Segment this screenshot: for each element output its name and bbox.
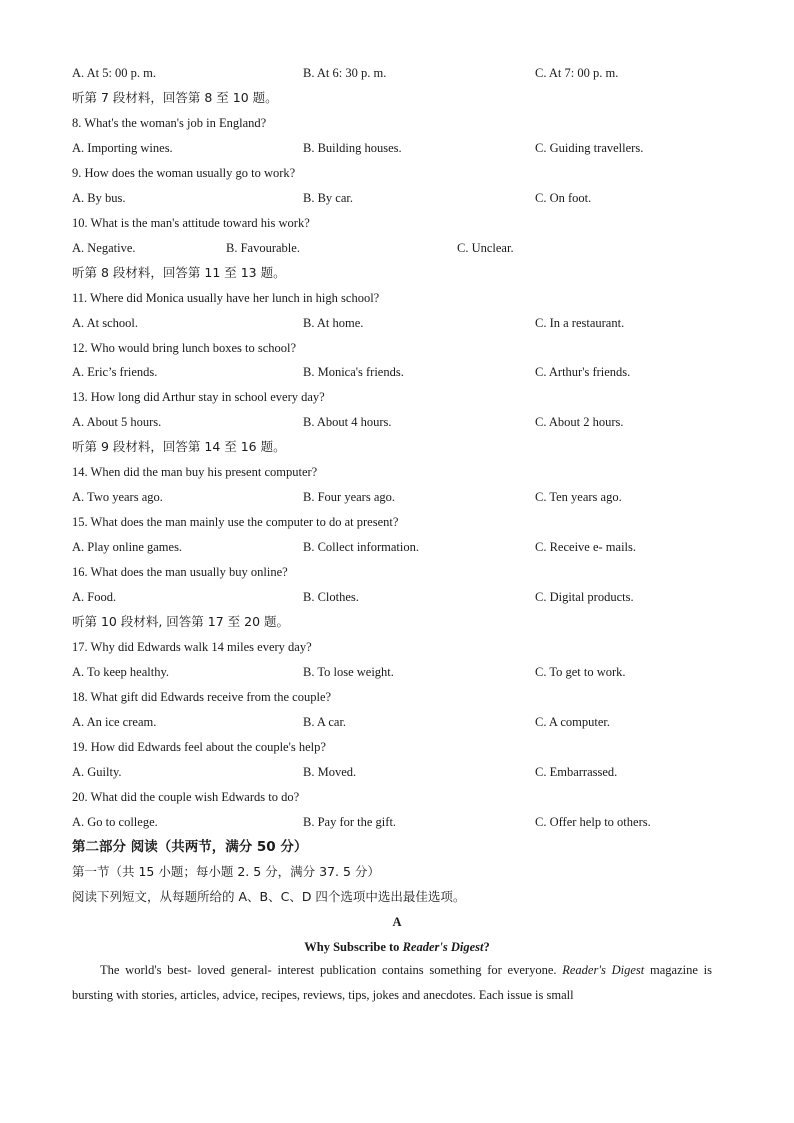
option-a: A. At 5: 00 p. m. [72, 66, 157, 80]
question-16: 16. What does the man usually buy online? [72, 565, 288, 579]
option-a: A. Importing wines. [72, 141, 173, 155]
option-a: A. Negative. [72, 241, 136, 255]
q16-options [72, 589, 722, 605]
title-suffix: ? [483, 940, 490, 954]
question-19: 19. How did Edwards feel about the couple's help? [72, 740, 326, 754]
option-b: B. Favourable. [226, 241, 300, 255]
q19-options [72, 764, 722, 780]
option-c: C. Arthur's friends. [535, 365, 631, 379]
option-c: C. Digital products. [535, 590, 634, 604]
option-a: A. Two years ago. [72, 490, 163, 504]
option-a: A. At school. [72, 316, 138, 330]
option-a: A. Guilty. [72, 765, 122, 779]
q11-options [72, 315, 722, 331]
option-a: A. An ice cream. [72, 715, 157, 729]
question-9: 9. How does the woman usually go to work? [72, 166, 296, 180]
option-b: B. At 6: 30 p. m. [303, 66, 387, 80]
option-a: A. To keep healthy. [72, 665, 170, 679]
option-b: B. Pay for the gift. [303, 815, 397, 829]
reading-instruction: 阅读下列短文，从每题所给的 A、B、C、D 四个选项中选出最佳选项。 [72, 889, 466, 904]
option-c: C. To get to work. [535, 665, 626, 679]
passage-paragraph [72, 958, 712, 1008]
option-a: A. Eric’s friends. [72, 365, 158, 379]
option-b: B. Clothes. [303, 590, 359, 604]
question-10: 10. What is the man's attitude toward his work? [72, 216, 310, 230]
question-14: 14. When did the man buy his present computer? [72, 465, 318, 479]
passage-title [0, 939, 794, 955]
q17-options [72, 664, 722, 680]
option-c: C. Guiding travellers. [535, 141, 644, 155]
option-b: B. Four years ago. [303, 490, 395, 504]
q15-options [72, 539, 722, 555]
option-b: B. To lose weight. [303, 665, 394, 679]
option-a: A. Go to college. [72, 815, 158, 829]
section-10-heading: 听第 10 段材料, 回答第 17 至 20 题。 [72, 614, 290, 629]
option-b: B. At home. [303, 316, 364, 330]
option-a: A. About 5 hours. [72, 415, 162, 429]
paragraph-text-rest: magazine is bursting with stories, articles, advice, recipes, reviews, tips, jokes and anecdotes. Each issue is small [72, 963, 713, 1002]
option-c: C. Receive e- mails. [535, 540, 637, 554]
q10-options [72, 240, 722, 256]
option-b: B. Building houses. [303, 141, 402, 155]
section-one-heading: 第一节（共 15 小题；每小题 2. 5 分，满分 37. 5 分） [72, 864, 380, 879]
question-18: 18. What gift did Edwards receive from the couple? [72, 690, 332, 704]
option-c: C. About 2 hours. [535, 415, 624, 429]
question-20: 20. What did the couple wish Edwards to do? [72, 790, 300, 804]
option-c: C. Embarrassed. [535, 765, 618, 779]
q12-options [72, 364, 722, 380]
option-c: C. Unclear. [457, 241, 514, 255]
part-two-heading: 第二部分 阅读（共两节，满分 50 分） [72, 839, 308, 855]
title-prefix: Why Subscribe to [304, 940, 403, 954]
q8-options [72, 140, 722, 156]
question-13: 13. How long did Arthur stay in school every day? [72, 390, 325, 404]
q14-options [72, 489, 722, 505]
section-9-heading: 听第 9 段材料，回答第 14 至 16 题。 [72, 439, 286, 454]
section-7-heading: 听第 7 段材料，回答第 8 至 10 题。 [72, 90, 278, 105]
option-c: C. At 7: 00 p. m. [535, 66, 619, 80]
option-b: B. Collect information. [303, 540, 419, 554]
q9-options [72, 190, 722, 206]
option-a: A. By bus. [72, 191, 126, 205]
option-b: B. Monica's friends. [303, 365, 404, 379]
paragraph-publication: Reader's Digest [562, 963, 645, 977]
q13-options [72, 414, 722, 430]
option-b: B. About 4 hours. [303, 415, 392, 429]
option-b: B. Moved. [303, 765, 357, 779]
q18-options [72, 714, 722, 730]
option-c: C. In a restaurant. [535, 316, 625, 330]
option-c: C. On foot. [535, 191, 592, 205]
question-11: 11. Where did Monica usually have her lunch in high school? [72, 291, 380, 305]
q20-options [72, 814, 722, 830]
option-b: B. A car. [303, 715, 347, 729]
paragraph-text-start: The world's best- loved general- interest publication contains something for everyone. [100, 963, 563, 977]
option-c: C. Ten years ago. [535, 490, 622, 504]
option-c: C. Offer help to others. [535, 815, 651, 829]
section-8-heading: 听第 8 段材料，回答第 11 至 13 题。 [72, 265, 286, 280]
question-17: 17. Why did Edwards walk 14 miles every day? [72, 640, 312, 654]
passage-label: A [392, 915, 402, 929]
question-15: 15. What does the man mainly use the computer to do at present? [72, 515, 399, 529]
option-a: A. Food. [72, 590, 117, 604]
option-b: B. By car. [303, 191, 353, 205]
question-12: 12. Who would bring lunch boxes to school? [72, 341, 297, 355]
question-8: 8. What's the woman's job in England? [72, 116, 267, 130]
title-publication: Reader's Digest [402, 940, 484, 954]
q7-options [72, 65, 722, 81]
option-a: A. Play online games. [72, 540, 183, 554]
option-c: C. A computer. [535, 715, 610, 729]
